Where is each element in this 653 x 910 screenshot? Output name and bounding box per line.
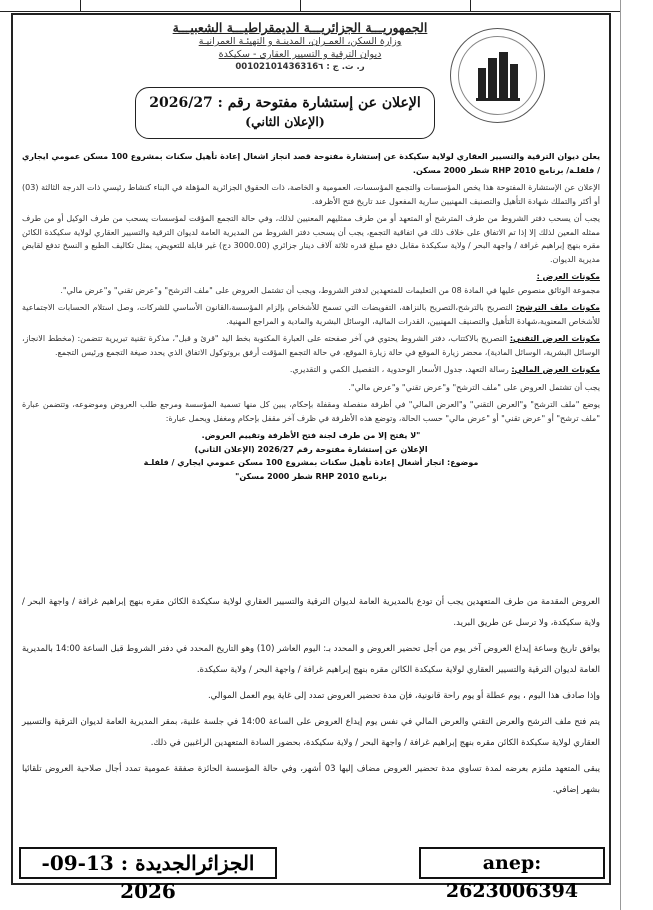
strip-divider: [300, 0, 301, 11]
envelope-line: الإعلان عن إستشارة مفتوحة رقم 2026/27 (الإعلان الثاني): [194, 444, 428, 454]
republic-heading: الجمهوريـــة الجزائريـــة الديمقراطيـــة الشعبيـــة: [172, 20, 428, 35]
section-title: مكونات ملف الترشح:: [515, 303, 601, 312]
top-strip: [0, 0, 653, 12]
strip-divider: [80, 0, 81, 11]
deadline-paragraph: يوافق تاريخ وساعة إيداع العروض آخر يوم من أجل تحضير العروض و المحدد بـ: اليوم العاشر (10) وهو التاريخ المحدد في دفتر الشروط قبل الساعة 14:00 بالمديرية العامة لديوان الترقية والتسيير العقاري لولاية سكيكدة الكائن مقره بنهج إبراهيم غرافة / واجهة البحر / ولاية سكيكدة.: [22, 644, 600, 675]
opening-paragraph: يتم فتح ملف الترشح والعرض التقني والعرض المالي في نفس يوم إيداع العروض على الساعة 14:00 في جلسة علنية، بمقر المديرية العامة لديوان الترقية والتسيير العقاري لولاية سكيكدة الكائن مقره بنهج إبراهيم غرافة / واجهة البحر / ولاية سكيكدة، بحضور السادة المتعهدين الراغبين في ذلك.: [22, 717, 600, 748]
envelopes-paragraph: يوضع "ملف الترشح" و"العرض التقني" و"العرض المالي" في أظرفة منفصلة ومقفلة بإحكام، يبين كل منها تسمية المؤسسة ومرجع طلب العروض وموضوعه، وتتضمن عبارة "ملف ترشح" أو "عرض تقني" أو "عرض مالي" حسب الحالة، وتوضع هذه الأظرفة في ظرف آخر مقفل بإحكام ومغفل ويحمل عبارة:: [22, 400, 600, 423]
opgi-logo: [450, 28, 545, 123]
strip-divider: [470, 0, 471, 11]
submission-paragraph: العروض المقدمة من طرف المتعهدين يجب أن تودع بالمديرية العامة لديوان الترقية والتسيير العقاري لولاية سكيكدة الكائن مقره بنهج إبراهيم غرافة / واجهة البحر / ولاية سكيكدة، ولا ترسل عن طريق البريد.: [22, 597, 600, 628]
announcement-title: الإعلان عن إستشارة مفتوحة رقم : 2026/27: [149, 95, 421, 111]
envelope-line: "لا يفتح إلا من طرف لجنة فتح الأظرفة وتقييم العروض.: [201, 431, 421, 440]
envelope-line: برنامج RHP 2010 شطر 2000 مسكن": [235, 471, 387, 481]
holiday-paragraph: وإذا صادف هذا اليوم ، يوم عطلة أو يوم راحة قانونية، فإن مدة تحضير العروض تمدد إلى غاية يوم العمل الموالي.: [207, 691, 600, 701]
section-title: مكونات العرض :: [536, 272, 600, 281]
section-title: مكونات العرض التقني:: [509, 334, 600, 343]
specs-paragraph: يجب أن يسحب دفتر الشروط من طرف المترشح أو المتعهد أو من طرف ممثليهم المعنيين لذلك، وفي حالة التجمع المؤقت لمؤسسات يسحب من طرف الوكيل أو من طرف ممثله المعين لذلك إلا إذا تم الاتفاق على خلاف ذلك في اتفاقية التجمع، يجب أن يسحب دفتر الشروط من المديرية العامة لديوان الترقية والتسيير العقاري لولاية سكيكدة الكائن مقره بنهج إبراهيم غرافة / واجهة البحر / ولاية سكيكدة مقابل دفع مبلغ قدره ثلاثة آلاف دينار جزائري (3000.00 دج) غير قابلة للتعويض، يمثل تكاليف الطبع و النسخ تدفع لقابض مديرية الديوان.: [22, 214, 600, 264]
envelope-line: موضوع: انجاز أشغال إعادة تأهيل سكنات بمشروع 100 مسكن عمومي ايجاري / فلفلـة: [143, 458, 479, 467]
validity-paragraph: يبقى المتعهد ملتزم بعرضه لمدة تساوي مدة تحضير العروض مضاف إليها 03 أشهر، وفي حالة المؤسسة الحائزة صفقة عمومية تمدد أجال صلاحية العروض تلقائيا بشهر إضافي.: [22, 764, 600, 795]
submission-details: [22, 592, 600, 806]
office-heading: ديوان الترقية و التسيير العقاري - سكيكدة: [218, 49, 382, 60]
section-text: التصريح بالترشح،التصريح بالنزاهة، التفويضات التي تسمح للأشخاص بإلزام المؤسسة،القانون الأساسي للشركات، وصل استلام الحسابات الاجتماعية للأشخاص المعنوية،شهادة التأهيل والتصنيف المهنيين، القدرات المالية، الوسائل البشرية والمادية و المراجع المهنية.: [22, 303, 600, 326]
section-text: مجموعة الوثائق منصوص عليها في المادة 08 من التعليمات للمتعهدين لدفتر الشروط، ويجب أن تشتمل العروض على "ملف الترشح" و"عرض تقني" و"عرض مالي".: [60, 285, 600, 295]
footer: [11, 845, 611, 903]
newspaper-date: الجزائرالجديدة : 13-09-2026: [19, 847, 277, 879]
contents-paragraph: يجب أن تشتمل العروض على "ملف الترشح" و"عرض تقني" و"عرض مالي".: [348, 382, 600, 392]
tax-id: ر. ت. ج : 00102101436316٦: [235, 62, 365, 72]
anep-reference: anep: 2623006394: [419, 847, 605, 879]
masthead: [150, 20, 450, 73]
announcement-title-box: [135, 87, 435, 139]
section-title: مكونات العرض المالي:: [511, 365, 600, 374]
eligibility-paragraph: الإعلان عن الإستشارة المفتوحة هذا يخص المؤسسات والتجمع المؤسسات، العمومية و الخاصة، ذات الحقوق الجزائرية المؤهلة في البناء كنشاط رئيسي ذات الدرجة الثالثة (03) أو أكثر والتملك شهادة التأهيل والتصنيف المهنيين سارية المفعول عند تاريخ فتح الأظرفة.: [22, 183, 600, 206]
announcement-body: [22, 150, 600, 483]
page-margin: [620, 0, 653, 910]
envelope-label: [22, 429, 600, 483]
ministry-heading: وزارة السكن، العمـران، المدينـة و التهيئـة العمرانيـة: [198, 36, 402, 47]
section-text: التصريح بالاكتتاب، دفتر الشروط يحتوي في آخر صفحته على العبارة المكتوبة بخط اليد "قرئ و قبل"، مذكرة تقنية تبريرية تتضمن: (مخطط الانجاز، الوسائل البشرية، الوسائل المادية)، محضر زيارة الموقع في حالة زيارة الموقع، في حالة التجمع المؤقت أرفق بروتوكول الاتفاق الذي يحدد صيغة التجمع ورئيس التجمع.: [22, 334, 600, 357]
intro-paragraph: يعلن ديوان الترقية والتسيير العقاري لولاية سكيكدة عن إستشارة مفتوحة قصد انجاز اشغال إعادة تأهيل سكنات بمشروع 100 مسكن عمومي ايجاري / فلفلـة/ برنامج RHP 2010 شطر 2000 مسكن.: [22, 152, 600, 175]
section-text: رسالة التعهد، جدول الأسعار الوحدوية ، التفصيل الكمي و التقديري.: [289, 365, 509, 374]
announcement-subtitle: (الإعلان الثاني): [245, 114, 325, 129]
